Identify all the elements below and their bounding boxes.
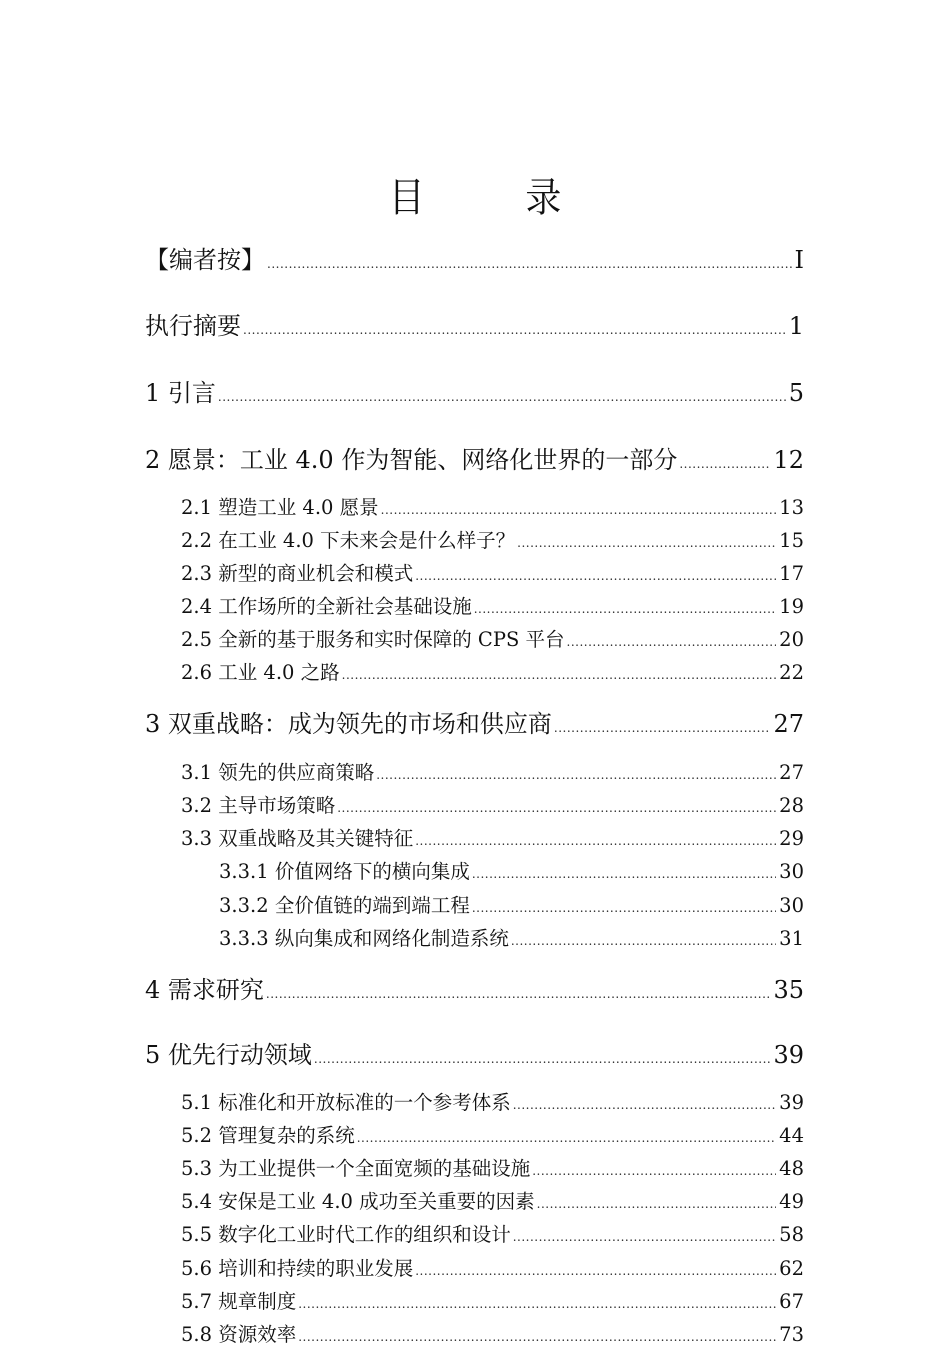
dot-leader — [415, 835, 776, 847]
dot-leader — [337, 802, 776, 814]
toc-entry-section-5-2[interactable] — [181, 1120, 804, 1148]
toc-entry-page: 20 — [779, 628, 804, 651]
toc-entry-section-3-1[interactable] — [181, 757, 804, 785]
toc-entry-chapter-5[interactable] — [145, 1035, 804, 1070]
toc-entry-page: 44 — [779, 1124, 804, 1147]
toc-entry-page: 67 — [779, 1290, 804, 1313]
dot-leader — [314, 1053, 771, 1065]
dot-leader — [511, 935, 776, 947]
dot-leader — [342, 669, 777, 681]
toc-entry-page: 30 — [779, 894, 804, 917]
toc-entry-label: 5.4 安保是工业 4.0 成功至关重要的因素 — [181, 1190, 535, 1213]
dot-leader — [267, 258, 792, 270]
toc-entry-page: 27 — [773, 710, 804, 738]
dot-leader — [243, 324, 786, 336]
dot-leader — [679, 458, 770, 470]
toc-entry-section-5-6[interactable] — [181, 1253, 804, 1281]
toc-entry-section-5-4[interactable] — [181, 1186, 804, 1214]
toc-entry-section-3-3[interactable] — [181, 823, 804, 851]
toc-entry-label: 5.8 资源效率 — [181, 1323, 297, 1346]
toc-entry-label: 3.1 领先的供应商策略 — [181, 761, 375, 784]
toc-entry-label: 5 优先行动领域 — [145, 1041, 312, 1069]
toc-entry-editor-note[interactable] — [145, 240, 804, 275]
toc-entry-chapter-3[interactable] — [145, 704, 804, 739]
toc-entry-page: 35 — [773, 976, 804, 1004]
toc-entry-label: 2 愿景：工业 4.0 作为智能、网络化世界的一部分 — [145, 446, 678, 474]
toc-entry-label: 5.2 管理复杂的系统 — [181, 1124, 355, 1147]
dot-leader — [298, 1331, 776, 1343]
toc-entry-page: 30 — [779, 860, 804, 883]
toc-entry-page: 1 — [788, 312, 804, 340]
toc-entry-section-5-1[interactable] — [181, 1087, 804, 1115]
toc-entry-label: 2.3 新型的商业机会和模式 — [181, 562, 414, 585]
toc-entry-section-5-5[interactable] — [181, 1219, 804, 1247]
toc-entry-label: 5.1 标准化和开放标准的一个参考体系 — [181, 1091, 511, 1114]
dot-leader — [554, 722, 771, 734]
toc-entry-executive-summary[interactable] — [145, 306, 804, 341]
toc-entry-page: 31 — [779, 927, 804, 950]
toc-entry-label: 【编者按】 — [145, 246, 265, 274]
toc-entry-section-3-3-3[interactable] — [219, 923, 804, 951]
toc-entry-page: 5 — [788, 379, 804, 407]
dot-leader — [567, 636, 777, 648]
toc-entry-page: 39 — [779, 1091, 804, 1114]
dot-leader — [474, 603, 776, 615]
toc-entry-page: I — [794, 246, 804, 274]
dot-leader — [218, 391, 786, 403]
dot-leader — [415, 570, 776, 582]
dot-leader — [376, 769, 776, 781]
toc-entry-section-3-2[interactable] — [181, 790, 804, 818]
toc-entry-section-2-2[interactable] — [181, 525, 804, 553]
toc-entry-page: 13 — [779, 496, 804, 519]
toc-entry-label: 5.6 培训和持续的职业发展 — [181, 1257, 414, 1280]
toc-entry-chapter-1[interactable] — [145, 373, 804, 408]
toc-entry-label: 5.3 为工业提供一个全面宽频的基础设施 — [181, 1157, 531, 1180]
toc-entry-section-5-8[interactable] — [181, 1319, 804, 1347]
toc-entry-label: 2.4 工作场所的全新社会基础设施 — [181, 595, 472, 618]
toc-entry-label: 执行摘要 — [145, 312, 241, 340]
dot-leader — [517, 537, 776, 549]
dot-leader — [513, 1099, 776, 1111]
toc-entry-label: 2.6 工业 4.0 之路 — [181, 661, 340, 684]
toc-entry-page: 62 — [779, 1257, 804, 1280]
toc-entry-label: 3.3.1 价值网络下的横向集成 — [219, 860, 470, 883]
toc-entry-section-5-3[interactable] — [181, 1153, 804, 1181]
toc-title: 目 录 — [388, 175, 594, 221]
toc-entry-page: 17 — [779, 562, 804, 585]
toc-entry-label: 1 引言 — [145, 379, 216, 407]
toc-entry-label: 3.3.3 纵向集成和网络化制造系统 — [219, 927, 509, 950]
dot-leader — [537, 1198, 777, 1210]
toc-entry-page: 22 — [779, 661, 804, 684]
toc-entry-label: 3.3 双重战略及其关键特征 — [181, 827, 414, 850]
dot-leader — [472, 868, 776, 880]
toc-entry-section-2-1[interactable] — [181, 492, 804, 520]
toc-entry-chapter-2[interactable] — [145, 440, 804, 475]
dot-leader — [381, 504, 777, 516]
toc-entry-page: 28 — [779, 794, 804, 817]
toc-entry-page: 73 — [779, 1323, 804, 1346]
toc-entry-page: 19 — [779, 595, 804, 618]
toc-entry-section-3-3-2[interactable] — [219, 890, 804, 918]
toc-entry-section-2-6[interactable] — [181, 657, 804, 685]
dot-leader — [513, 1231, 776, 1243]
toc-entry-page: 15 — [779, 529, 804, 552]
toc-entry-label: 3.2 主导市场策略 — [181, 794, 336, 817]
dot-leader — [266, 988, 771, 1000]
toc-entry-label: 2.1 塑造工业 4.0 愿景 — [181, 496, 379, 519]
toc-entry-page: 58 — [779, 1223, 804, 1246]
dot-leader — [298, 1298, 776, 1310]
dot-leader — [532, 1165, 776, 1177]
toc-entry-page: 12 — [773, 446, 804, 474]
toc-entry-label: 5.5 数字化工业时代工作的组织和设计 — [181, 1223, 511, 1246]
dot-leader — [415, 1265, 776, 1277]
toc-entry-page: 49 — [779, 1190, 804, 1213]
toc-entry-label: 3.3.2 全价值链的端到端工程 — [219, 894, 470, 917]
toc-entry-label: 2.5 全新的基于服务和实时保障的 CPS 平台 — [181, 628, 565, 651]
toc-entry-page: 27 — [779, 761, 804, 784]
toc-entry-page: 39 — [773, 1041, 804, 1069]
toc-entry-section-2-3[interactable] — [181, 558, 804, 586]
toc-entry-label: 2.2 在工业 4.0 下未来会是什么样子？ — [181, 529, 516, 552]
dot-leader — [357, 1132, 776, 1144]
toc-entry-label: 5.7 规章制度 — [181, 1290, 297, 1313]
toc-entry-page: 48 — [779, 1157, 804, 1180]
dot-leader — [472, 902, 776, 914]
toc-entry-section-2-5[interactable] — [181, 624, 804, 652]
toc-entry-label: 4 需求研究 — [145, 976, 264, 1004]
toc-entry-label: 3 双重战略：成为领先的市场和供应商 — [145, 710, 552, 738]
toc-entry-section-2-4[interactable] — [181, 591, 804, 619]
toc-entry-section-5-7[interactable] — [181, 1286, 804, 1314]
toc-entry-section-3-3-1[interactable] — [219, 856, 804, 884]
toc-entry-page: 29 — [779, 827, 804, 850]
toc-entry-chapter-4[interactable] — [145, 970, 804, 1005]
